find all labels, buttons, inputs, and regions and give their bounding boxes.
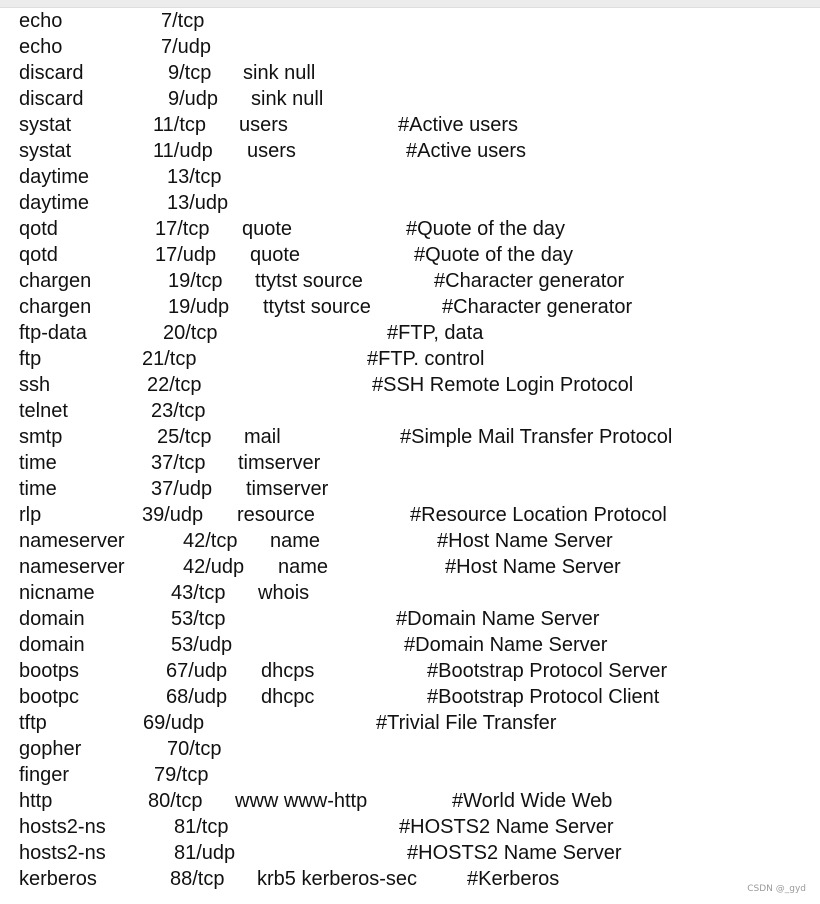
service-line (19, 502, 667, 528)
service-name: domain (19, 608, 85, 630)
service-port: 37/tcp (151, 452, 206, 474)
service-aliases: timserver (238, 452, 321, 474)
service-aliases: timserver (246, 478, 329, 500)
service-name: time (19, 478, 57, 500)
service-port: 39/udp (142, 504, 204, 526)
service-name: nameserver (19, 556, 125, 578)
service-line (19, 632, 607, 658)
service-name: daytime (19, 166, 90, 188)
service-line (19, 34, 211, 60)
service-line (19, 814, 614, 840)
service-line (19, 554, 621, 580)
service-line (19, 190, 228, 216)
service-comment: #Host Name Server (437, 530, 613, 552)
service-aliases: dhcpc (261, 686, 315, 708)
service-port: 9/tcp (168, 62, 212, 84)
service-line (19, 164, 221, 190)
service-line (19, 710, 556, 736)
service-comment: #World Wide Web (452, 790, 613, 812)
service-comment: #Resource Location Protocol (410, 504, 667, 526)
service-port: 13/tcp (167, 166, 222, 188)
service-line (19, 320, 483, 346)
service-name: nameserver (19, 530, 125, 552)
service-line (19, 60, 315, 86)
service-port: 81/tcp (174, 816, 229, 838)
service-line (19, 580, 309, 606)
service-line (19, 606, 599, 632)
service-comment: #Quote of the day (414, 244, 574, 266)
service-comment: #HOSTS2 Name Server (407, 842, 622, 864)
service-port: 88/tcp (170, 868, 225, 890)
service-line (19, 216, 565, 242)
service-port: 17/udp (155, 244, 217, 266)
service-line (19, 242, 573, 268)
service-comment: #Domain Name Server (396, 608, 600, 630)
service-comment: #Kerberos (467, 868, 560, 890)
service-aliases: name (278, 556, 329, 578)
service-line (19, 424, 672, 450)
service-name: qotd (19, 218, 58, 240)
service-aliases: dhcps (261, 660, 315, 682)
service-comment: #Domain Name Server (404, 634, 608, 656)
service-line (19, 372, 633, 398)
service-aliases: resource (237, 504, 315, 526)
service-name: ftp-data (19, 322, 87, 344)
service-comment: #Active users (398, 114, 519, 136)
service-aliases: users (247, 140, 296, 162)
service-port: 53/udp (171, 634, 233, 656)
service-comment: #Character generator (442, 296, 633, 318)
service-port: 42/tcp (183, 530, 238, 552)
service-line (19, 528, 613, 554)
service-name: rlp (19, 504, 42, 526)
service-comment: #Trivial File Transfer (376, 712, 557, 734)
service-port: 19/tcp (168, 270, 223, 292)
service-aliases: quote (250, 244, 301, 266)
service-comment: #FTP, data (387, 322, 484, 344)
service-aliases: krb5 kerberos-sec (257, 868, 418, 890)
service-port: 23/tcp (151, 400, 206, 422)
service-name: chargen (19, 296, 92, 318)
service-line (19, 112, 518, 138)
service-port: 25/tcp (157, 426, 212, 448)
service-aliases: sink null (251, 88, 324, 110)
service-port: 20/tcp (163, 322, 218, 344)
service-name: time (19, 452, 57, 474)
service-comment: #Quote of the day (406, 218, 566, 240)
service-comment: #SSH Remote Login Protocol (372, 374, 634, 396)
service-name: nicname (19, 582, 95, 604)
service-port: 9/udp (168, 88, 219, 110)
service-name: echo (19, 10, 63, 32)
service-port: 81/udp (174, 842, 236, 864)
service-name: tftp (19, 712, 47, 734)
watermark: CSDN @_gyd (747, 884, 806, 894)
service-name: gopher (19, 738, 82, 760)
service-port: 79/tcp (154, 764, 209, 786)
service-aliases: ttytst source (263, 296, 371, 318)
service-name: qotd (19, 244, 58, 266)
service-aliases: users (239, 114, 288, 136)
service-port: 68/udp (166, 686, 228, 708)
service-name: http (19, 790, 53, 812)
service-port: 17/tcp (155, 218, 210, 240)
service-comment: #Bootstrap Protocol Server (427, 660, 668, 682)
service-aliases: quote (242, 218, 293, 240)
service-name: bootpc (19, 686, 80, 708)
service-name: kerberos (19, 868, 97, 890)
service-comment: #Active users (406, 140, 527, 162)
service-line (19, 450, 320, 476)
service-aliases: ttytst source (255, 270, 363, 292)
service-port: 22/tcp (147, 374, 202, 396)
service-line (19, 476, 328, 502)
service-name: echo (19, 36, 63, 58)
service-line (19, 294, 632, 320)
service-port: 70/tcp (167, 738, 222, 760)
service-comment: #Host Name Server (445, 556, 621, 578)
service-comment: #HOSTS2 Name Server (399, 816, 614, 838)
service-name: systat (19, 140, 72, 162)
service-line (19, 398, 205, 424)
service-port: 42/udp (183, 556, 245, 578)
service-port: 37/udp (151, 478, 213, 500)
service-port: 11/tcp (153, 114, 206, 136)
service-port: 7/udp (161, 36, 212, 58)
service-port: 53/tcp (171, 608, 226, 630)
service-line (19, 736, 221, 762)
service-aliases: sink null (243, 62, 316, 84)
service-aliases: mail (244, 426, 281, 448)
service-line (19, 788, 612, 814)
service-name: ssh (19, 374, 51, 396)
service-name: hosts2-ns (19, 842, 106, 864)
service-comment: #Character generator (434, 270, 625, 292)
service-port: 43/tcp (171, 582, 226, 604)
service-aliases: name (270, 530, 321, 552)
service-line (19, 268, 624, 294)
service-line (19, 346, 484, 372)
service-port: 21/tcp (142, 348, 197, 370)
service-name: systat (19, 114, 72, 136)
service-comment: #Bootstrap Protocol Client (427, 686, 660, 708)
service-name: telnet (19, 400, 68, 422)
service-comment: #FTP. control (367, 348, 485, 370)
service-name: smtp (19, 426, 63, 448)
service-line (19, 684, 659, 710)
service-line (19, 86, 323, 112)
service-line (19, 762, 208, 788)
service-port: 13/udp (167, 192, 229, 214)
service-port: 67/udp (166, 660, 228, 682)
service-port: 7/tcp (161, 10, 205, 32)
service-name: discard (19, 88, 84, 110)
service-port: 11/udp (153, 140, 213, 162)
service-name: ftp (19, 348, 42, 370)
service-port: 19/udp (168, 296, 230, 318)
service-line (19, 8, 204, 34)
service-name: discard (19, 62, 84, 84)
service-name: finger (19, 764, 70, 786)
service-name: bootps (19, 660, 80, 682)
service-port: 69/udp (143, 712, 205, 734)
service-aliases: whois (258, 582, 310, 604)
service-line (19, 840, 622, 866)
service-aliases: www www-http (235, 790, 368, 812)
service-name: daytime (19, 192, 90, 214)
service-port: 80/tcp (148, 790, 203, 812)
service-name: domain (19, 634, 85, 656)
service-line (19, 138, 526, 164)
service-comment: #Simple Mail Transfer Protocol (400, 426, 673, 448)
service-line (19, 866, 559, 892)
service-name: chargen (19, 270, 92, 292)
service-name: hosts2-ns (19, 816, 106, 838)
service-line (19, 658, 667, 684)
